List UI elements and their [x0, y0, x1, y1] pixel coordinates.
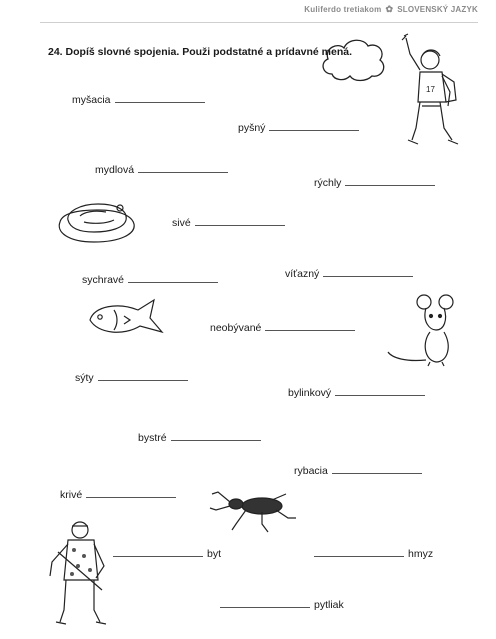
entry-word: sychravé	[82, 274, 125, 286]
entry-word: pyšný	[238, 122, 266, 134]
entry-sychrave	[82, 274, 218, 286]
waving-boy-illustration	[400, 32, 462, 154]
answer-blank[interactable]	[98, 379, 188, 381]
entry-neobyvane	[210, 322, 355, 334]
entry-word: myšacia	[72, 94, 111, 106]
entry-word: víťazný	[285, 268, 320, 280]
answer-blank[interactable]	[138, 171, 228, 173]
entry-vitazny	[285, 268, 413, 280]
entry-word: bystré	[138, 432, 167, 444]
answer-blank[interactable]	[323, 275, 413, 277]
entry-pytliak	[220, 599, 344, 611]
entry-sive	[172, 217, 285, 229]
svg-text:17: 17	[426, 85, 435, 94]
entry-rychly	[314, 177, 435, 189]
answer-blank[interactable]	[195, 224, 285, 226]
book-title: Kuliferdo tretiakom	[304, 5, 382, 14]
cloud-illustration	[318, 34, 388, 84]
entry-mydlova	[95, 164, 228, 176]
answer-blank[interactable]	[269, 129, 359, 131]
entry-mysacia	[72, 94, 205, 106]
answer-blank[interactable]	[220, 606, 310, 608]
task-heading	[48, 46, 352, 58]
entry-word: byt	[207, 548, 222, 560]
entry-pysny	[238, 122, 359, 134]
entry-bylinkovy	[288, 387, 425, 399]
answer-blank[interactable]	[332, 472, 422, 474]
header-divider	[40, 22, 478, 23]
gear-icon: ✿	[385, 4, 394, 14]
answer-blank[interactable]	[113, 555, 203, 557]
task-number: 24.	[48, 46, 63, 58]
answer-blank[interactable]	[345, 184, 435, 186]
entry-word: sýty	[75, 372, 94, 384]
entry-word: mydlová	[95, 164, 135, 176]
answer-blank[interactable]	[86, 496, 176, 498]
entry-syty	[75, 372, 188, 384]
page-header	[304, 4, 478, 15]
answer-blank[interactable]	[171, 439, 261, 441]
answer-blank[interactable]	[335, 394, 425, 396]
entry-krive	[60, 489, 176, 501]
subject-title: SLOVENSKÝ JAZYK	[397, 5, 478, 14]
entry-rybacia	[294, 465, 422, 477]
entry-word: sivé	[172, 217, 191, 229]
entry-word: rybacia	[294, 465, 328, 477]
entry-hmyz	[314, 548, 433, 560]
fish-illustration	[84, 296, 166, 340]
entry-word: pytliak	[314, 599, 344, 611]
beetle-illustration	[206, 484, 298, 534]
entry-word: neobývané	[210, 322, 262, 334]
entry-byt	[113, 548, 221, 560]
entry-word: rýchly	[314, 177, 342, 189]
mouse-illustration	[386, 290, 466, 368]
entry-word: hmyz	[408, 548, 434, 560]
hunter-illustration	[44, 518, 110, 628]
task-instruction: Dopíš slovné spojenia. Použi podstatné a prídavné mená.	[65, 46, 353, 58]
answer-blank[interactable]	[115, 101, 205, 103]
entry-word: bylinkový	[288, 387, 332, 399]
answer-blank[interactable]	[128, 281, 218, 283]
entry-bystre	[138, 432, 261, 444]
entry-word: krivé	[60, 489, 83, 501]
answer-blank[interactable]	[265, 329, 355, 331]
soap-dish-illustration	[54, 192, 140, 246]
answer-blank[interactable]	[314, 555, 404, 557]
